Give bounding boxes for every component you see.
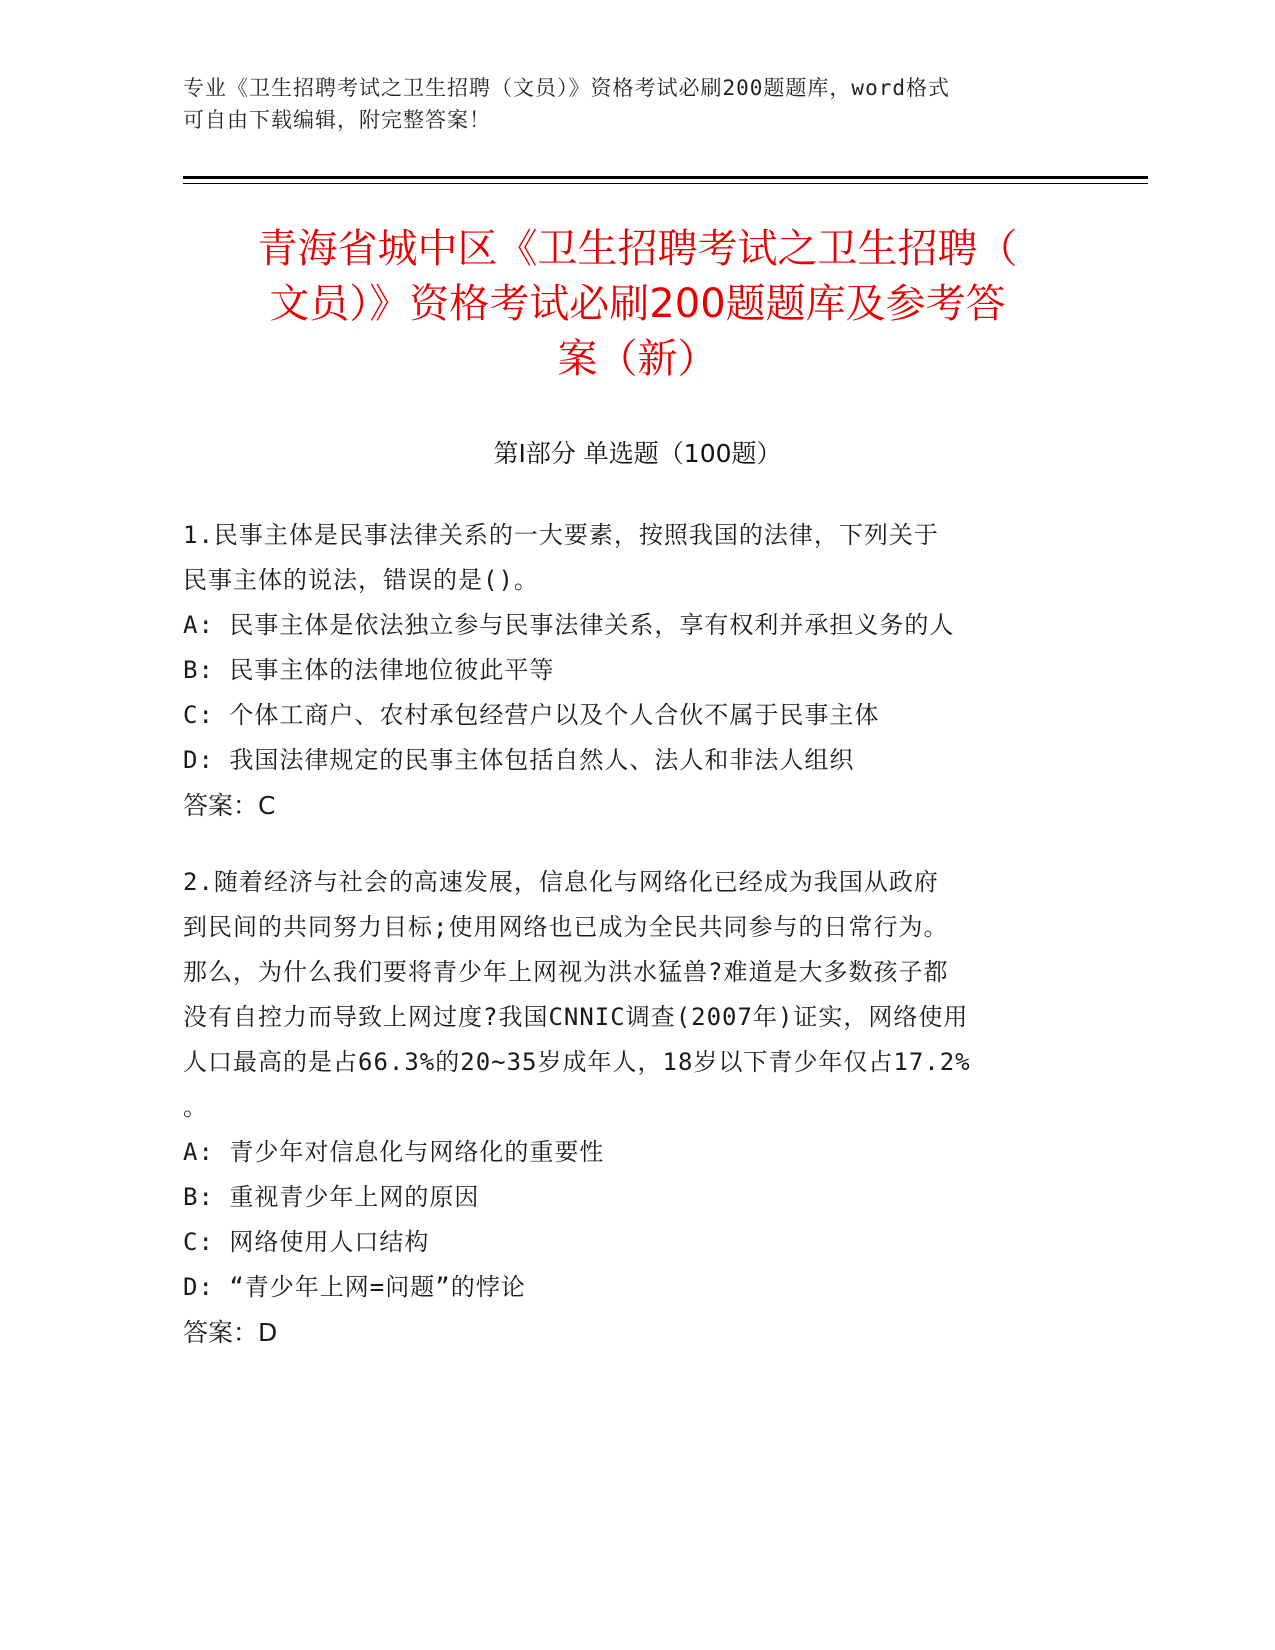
option-b: B: 重视青少年上网的原因: [183, 1183, 480, 1211]
answer-line: 答案：D: [183, 1318, 278, 1347]
option-a: A: 民事主体是依法独立参与民事法律关系，享有权利并承担义务的人: [183, 611, 955, 639]
document-title-line: 文员）》资格考试必刷200题题库及参考答: [269, 281, 1006, 327]
question-stem-line: 民事主体的说法，错误的是()。: [183, 566, 539, 594]
question-stem: [183, 860, 1063, 1130]
question-stem-line: 1.民事主体是民事法律关系的一大要素，按照我国的法律，下列关于: [183, 521, 939, 549]
option-c: C: 网络使用人口结构: [183, 1228, 430, 1256]
option-c: C: 个体工商户、农村承包经营户以及个人合伙不属于民事主体: [183, 701, 880, 729]
question-block: [183, 513, 1063, 828]
question-block: [183, 860, 1063, 1355]
question-stem-line: 到民间的共同努力目标;使用网络也已成为全民共同参与的日常行为。: [183, 913, 949, 941]
question-stem-line: 那么，为什么我们要将青少年上网视为洪水猛兽?难道是大多数孩子都: [183, 958, 949, 986]
option-b: B: 民事主体的法律地位彼此平等: [183, 656, 555, 684]
question-stem-line: 人口最高的是占66.3%的20~35岁成年人，18岁以下青少年仅占17.2%: [183, 1048, 971, 1076]
answer-line: 答案：C: [183, 791, 276, 820]
question-stem-line: 。: [183, 1093, 208, 1121]
option-a: A: 青少年对信息化与网络化的重要性: [183, 1138, 605, 1166]
document-title-line: 青海省城中区《卫生招聘考试之卫生招聘（: [257, 226, 1018, 272]
option-d: D: “青少年上网=问题”的悖论: [183, 1273, 526, 1301]
question-stem-line: 没有自控力而导致上网过度?我国CNNIC调查(2007年)证实，网络使用: [183, 1003, 969, 1031]
document-title: [160, 222, 1115, 387]
section-title: 第Ⅰ部分 单选题（100题）: [493, 439, 782, 468]
question-stem: [183, 513, 1063, 603]
header-note-line: 可自由下载编辑，附完整答案！: [183, 108, 491, 132]
header-note: [183, 72, 1043, 136]
question-stem-line: 2.随着经济与社会的高速发展，信息化与网络化已经成为我国从政府: [183, 868, 939, 896]
document-title-line: 案（新）: [557, 336, 718, 382]
header-divider-thick: [183, 176, 1148, 179]
header-note-line: 专业《卫生招聘考试之卫生招聘（文员）》资格考试必刷200题题库，word格式: [183, 76, 950, 100]
option-d: D: 我国法律规定的民事主体包括自然人、法人和非法人组织: [183, 746, 855, 774]
header-divider-thin: [183, 183, 1148, 184]
